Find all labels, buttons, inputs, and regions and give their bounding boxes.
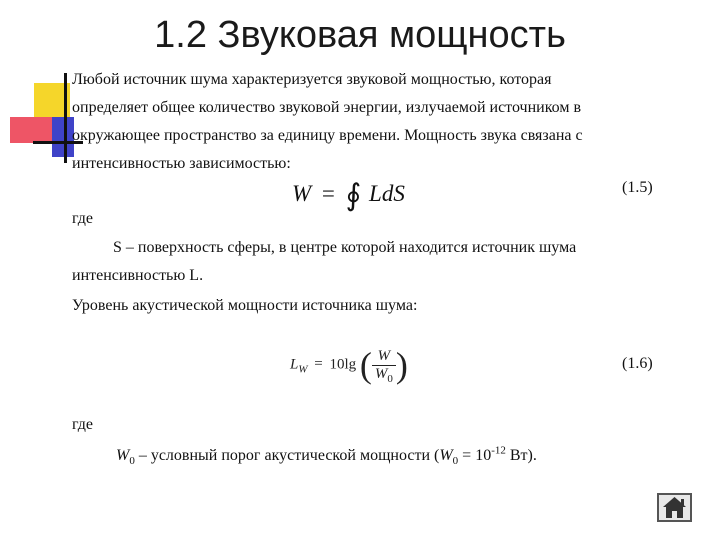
intro-paragraph <box>72 66 694 178</box>
decor-red-square <box>10 117 52 143</box>
fraction: $\frac{W}{W_0}$ <box>372 348 396 383</box>
decor-blue-square <box>52 117 74 157</box>
w0-definition: $W_0$ – условный порог акустической мощности ($W_0 = 10^{-12}$ Вт). <box>116 444 537 468</box>
decor-vertical-line <box>64 73 67 163</box>
home-icon <box>659 495 690 520</box>
formula-number-1-5: (1.5) <box>622 179 653 196</box>
slide-title: 1.2 Звуковая мощность <box>154 14 566 56</box>
intro-line: окружающее пространство за единицу времени. Мощность звука связана с <box>72 127 583 144</box>
paren-left: ( <box>359 345 372 385</box>
s-definition-line-1: S – поверхность сферы, в центре которой находится источник шума <box>113 239 577 256</box>
intro-line: интенсивностью зависимостью: <box>72 155 291 172</box>
home-button[interactable] <box>657 493 692 522</box>
intro-line: определяет общее количество звуковой энергии, излучаемой источником в <box>72 99 582 116</box>
s-definition-line-2: интенсивностью L. <box>72 267 204 284</box>
formula-1-5: W = ∮ LdS <box>292 179 405 212</box>
level-heading: Уровень акустической мощности источника шума: <box>72 297 418 314</box>
where-label-2: где <box>72 416 94 433</box>
formula-number-1-6: (1.6) <box>622 355 653 372</box>
formula-1-6: $L_W = 10\lg$ ( $\frac{W}{W_0}$ ) <box>290 345 408 385</box>
intro-line: Любой источник шума характеризуется звуковой мощностью, которая <box>72 71 552 88</box>
paren-right: ) <box>395 345 408 385</box>
where-label-1: где <box>72 210 94 227</box>
